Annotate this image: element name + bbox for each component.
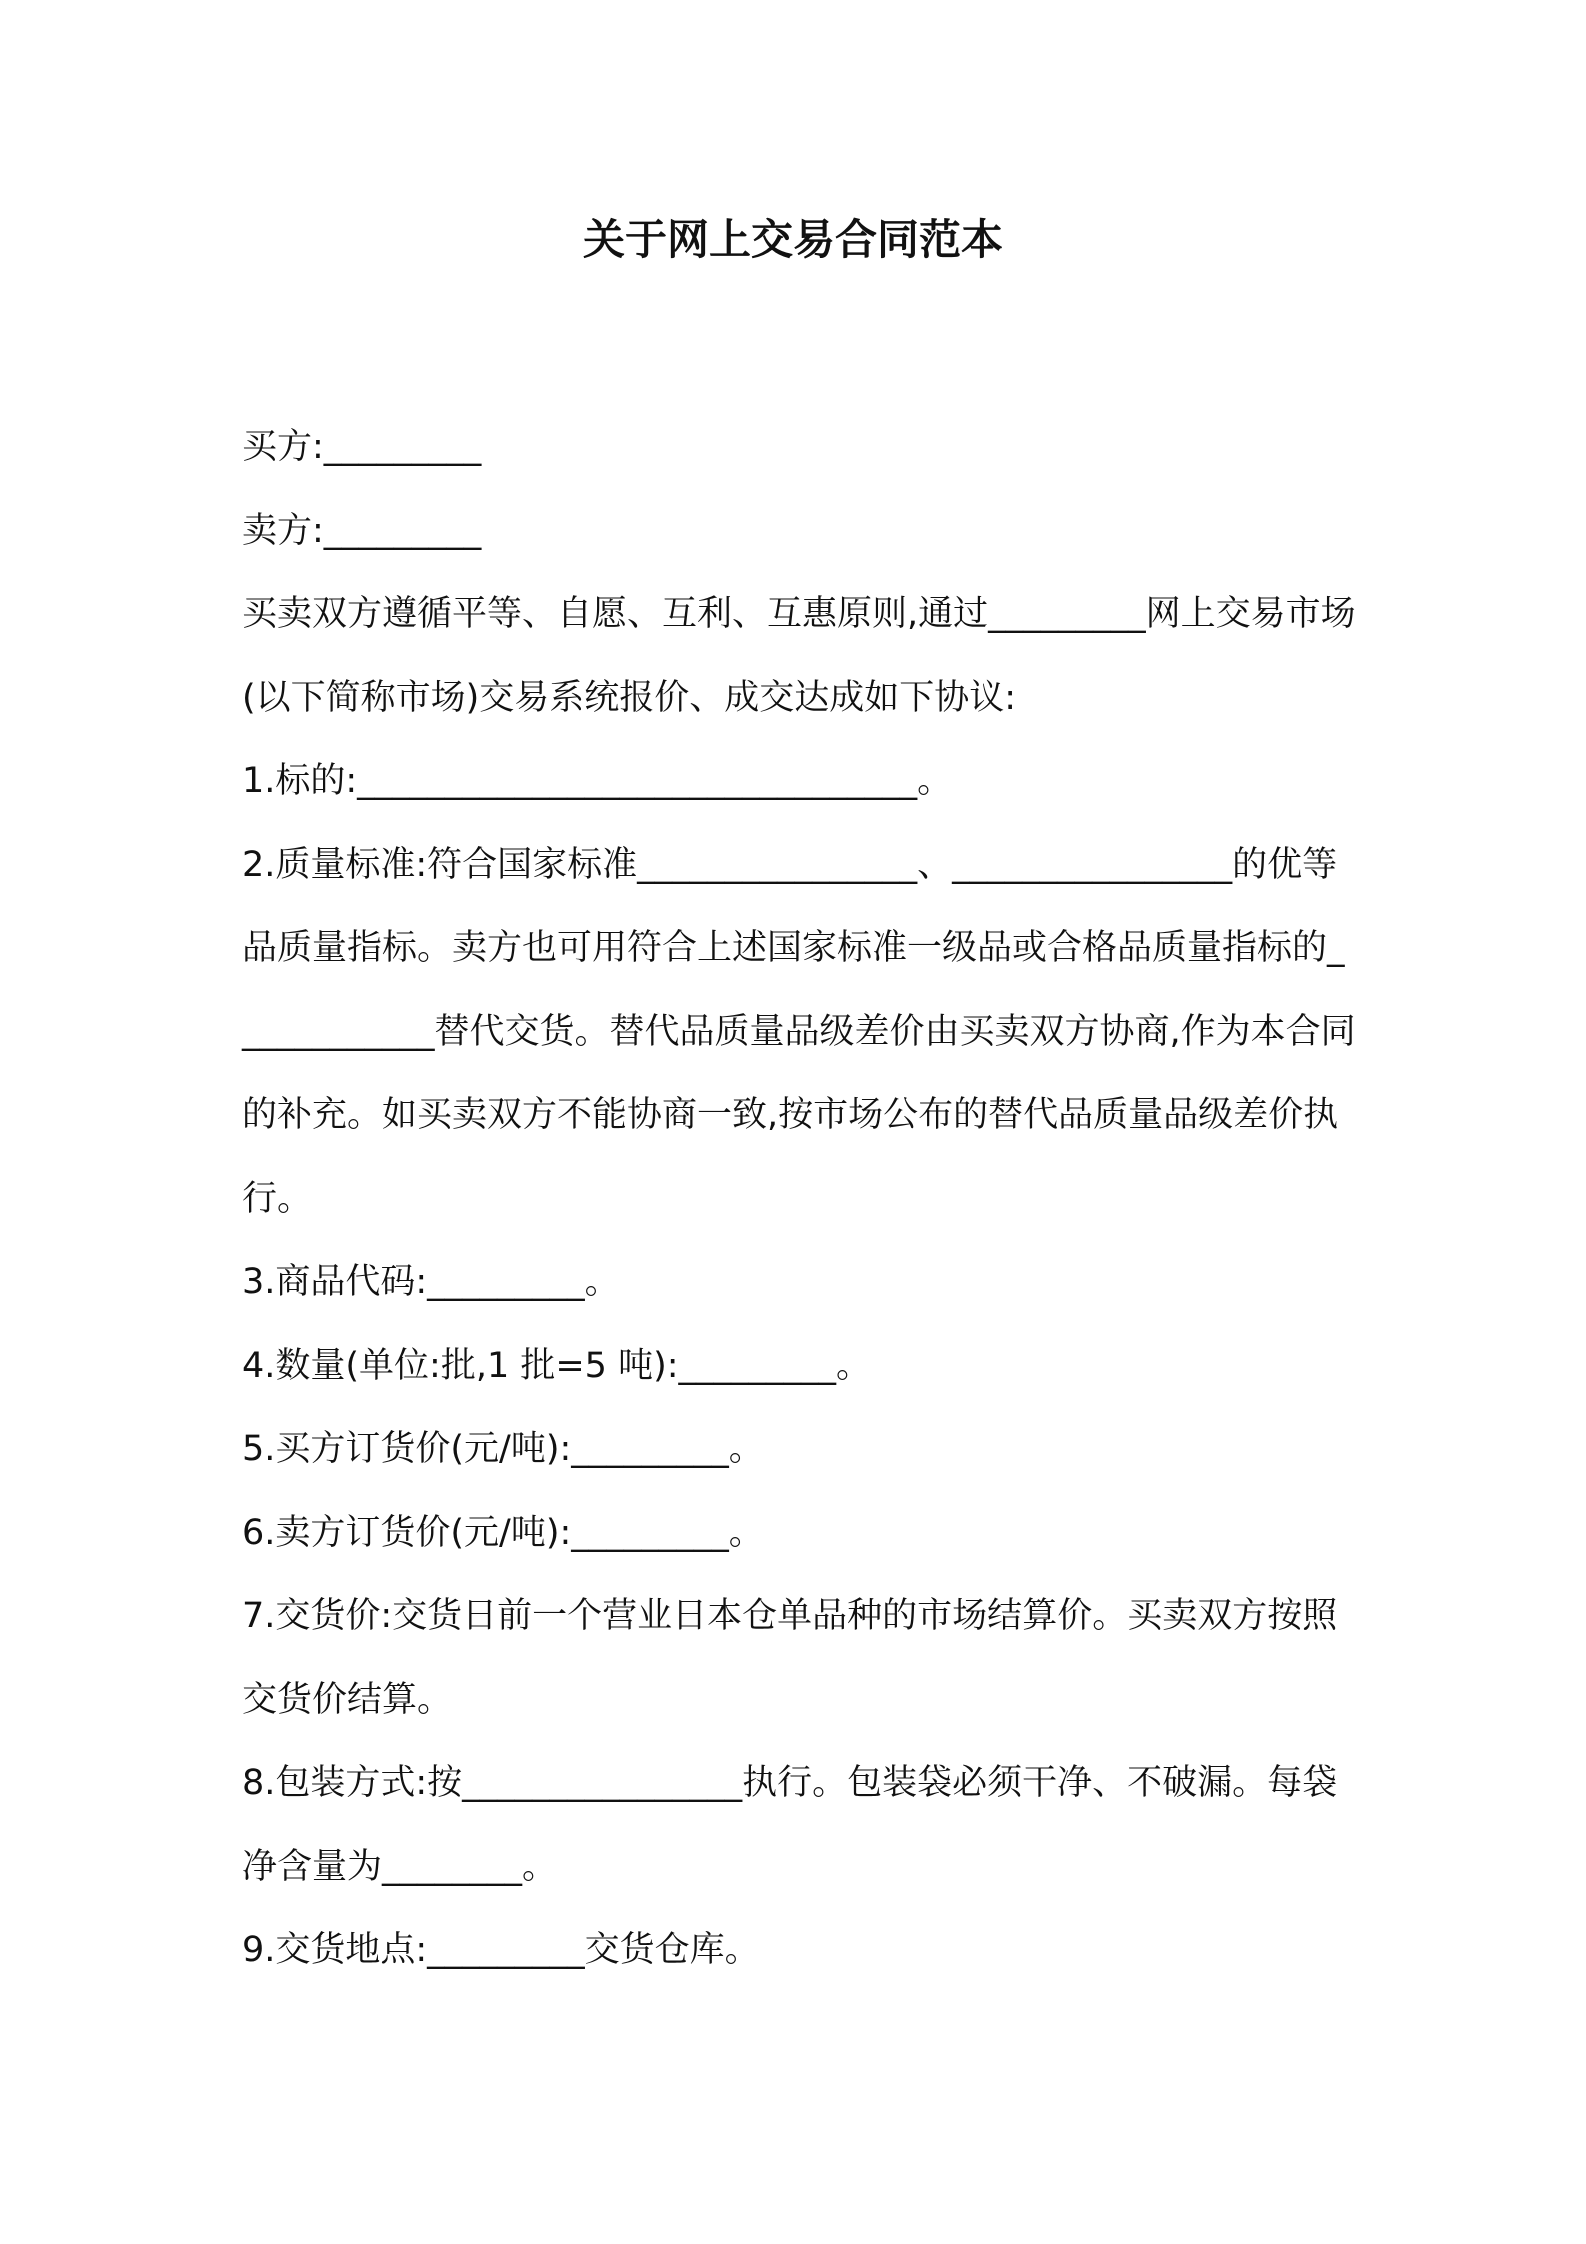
clause-2-quality: 2.质量标准:符合国家标准________________、________________的优等品质量指标。卖方也可用符合上述国家标准一级品或合格品质量指标的____________替代交货。替代品质量品级差价由买卖双方协商,作为本合同的补充。如买卖双方不能协商一致,按市场公布的替代品质量品级差价执行。 — [242, 844, 1356, 1219]
clause-4-quantity: 4.数量(单位:批,1 批=5 吨):_________。 — [242, 1345, 872, 1386]
clause-7-delivery-price: 7.交货价:交货日前一个营业日本仓单品种的市场结算价。买卖双方按照交货价结算。 — [242, 1596, 1338, 1720]
clause-6-seller-price: 6.卖方订货价(元/吨):_________。 — [242, 1512, 764, 1553]
document-title: 关于网上交易合同范本 — [582, 215, 1003, 264]
clause-1-subject: 1.标的:________________________________。 — [242, 761, 953, 801]
clause-5-buyer-price: 5.买方订货价(元/吨):_________。 — [242, 1429, 764, 1469]
preamble-paragraph: 买卖双方遵循平等、自愿、互利、互惠原则,通过_________网上交易市场(以下简称市场)交易系统报价、成交达成如下协议: — [242, 594, 1356, 718]
clause-8-packaging: 8.包装方式:按________________执行。包装袋必须干净、不破漏。每袋净含量为________。 — [242, 1763, 1338, 1887]
buyer-line: 买方:_________ — [242, 427, 482, 467]
seller-line: 卖方:_________ — [242, 510, 482, 551]
document-body — [242, 406, 1360, 1993]
clause-9-location: 9.交货地点:_________交货仓库。 — [242, 1930, 760, 1970]
clause-3-code: 3.商品代码:_________。 — [242, 1262, 620, 1302]
